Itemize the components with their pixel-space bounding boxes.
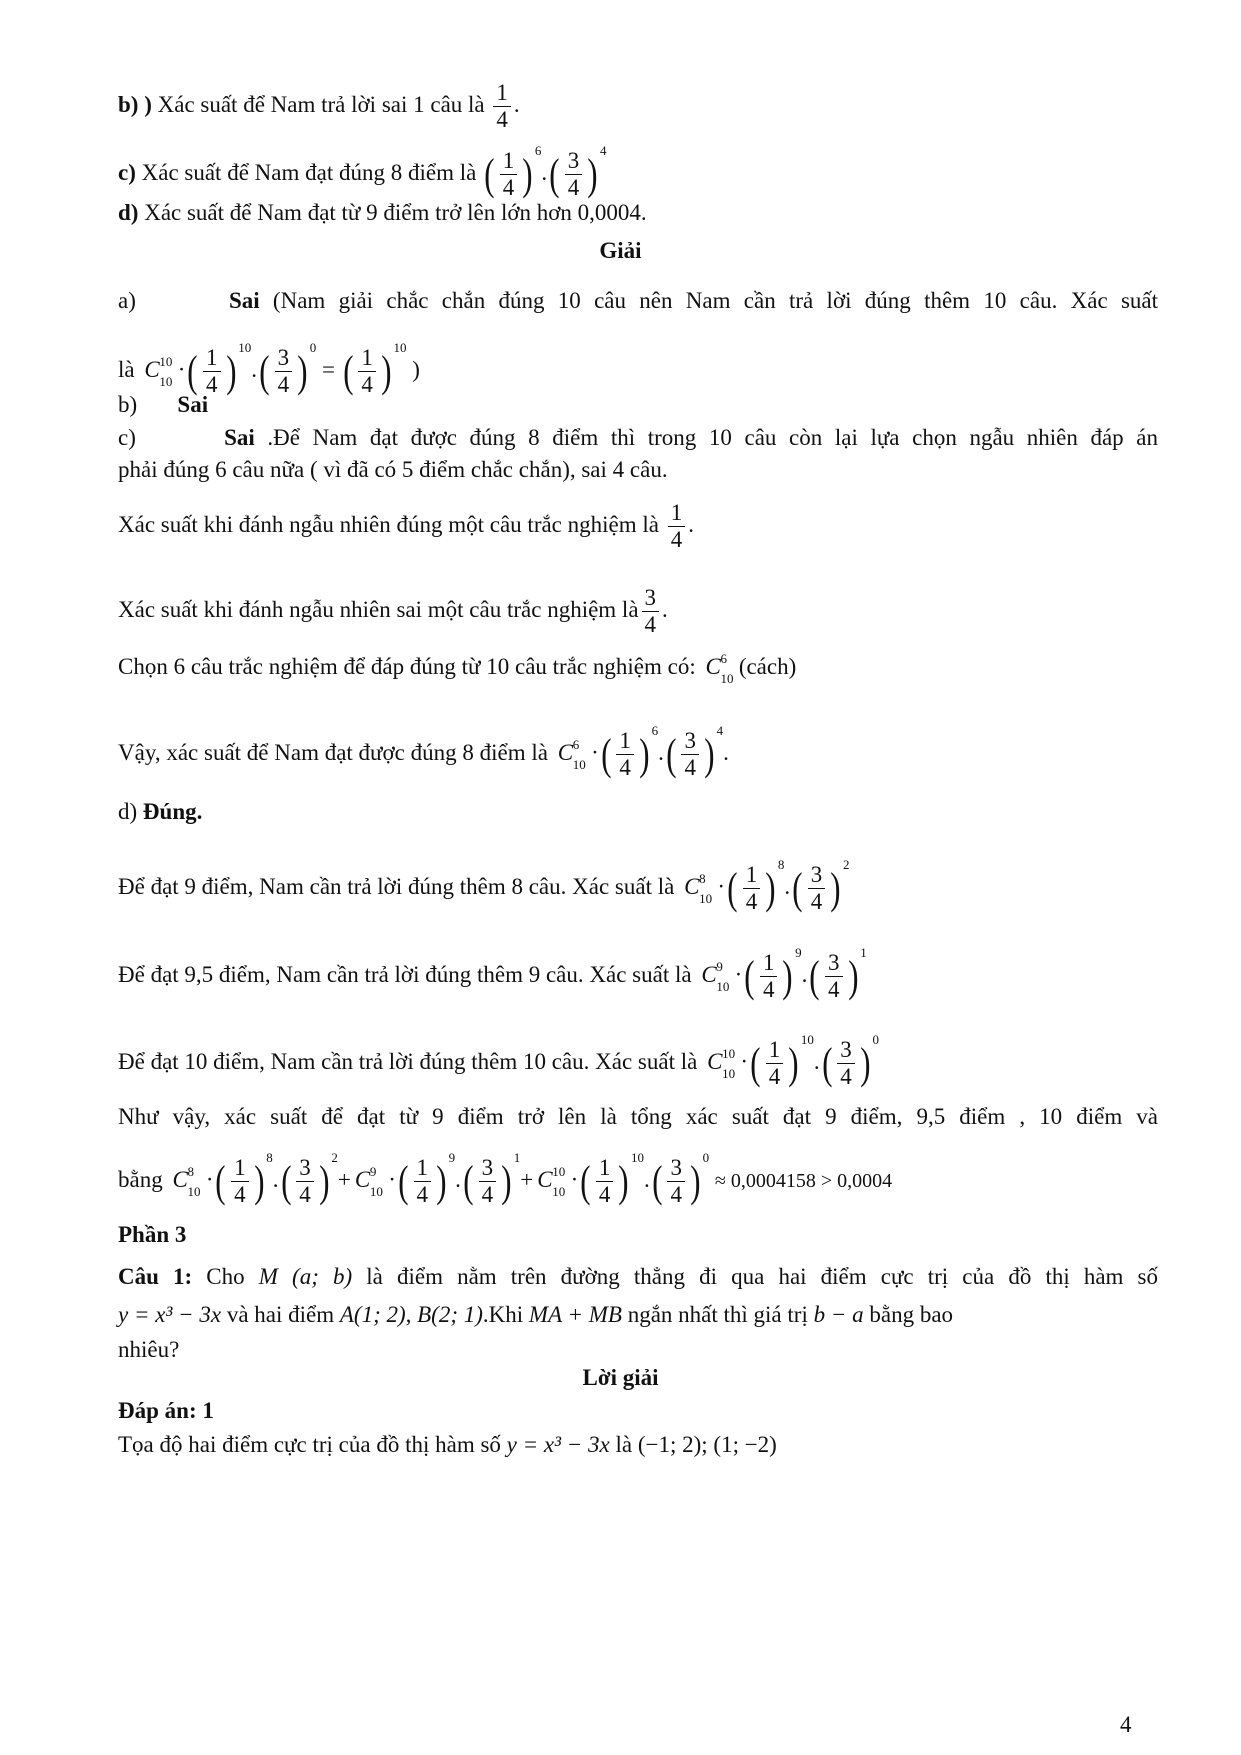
page-number: 4: [1120, 1712, 1132, 1737]
question-b: b) ) Xác suất để Nam trả lời sai 1 câu là $\frac{1}{4}$ .: [118, 80, 520, 132]
choose-line: Chọn 6 câu trắc nghiệm để đáp đúng từ 10 câu trắc nghiệm có: C 6 10 (cách): [118, 651, 797, 686]
prob-9-points: Để đạt 9 điểm, Nam cần trả lời đúng thêm 8 câu. Xác suất là C 8 10 ·( $\frac{1}{4}$ ) 8.( $\frac{3}{4}$ ) 2: [118, 857, 850, 914]
answer-c-line2: phải đúng 6 câu nữa ( vì đã có 5 điểm chắc chắn), sai 4 câu.: [118, 457, 668, 482]
sum-formula: bằng C 8 10 ·( $\frac{1}{4}$ ) 8.( $\frac{3}{4}$ ) 2+ C 9 10 ·( $\frac{1}{4}$ ) 9.( $\frac{3}{4}$ ) 1+ C 10 10 ·( $\frac{1}{4}$ ) 10.( $\frac{3}{4}$ ) 0 ≈ 0,0004158 > 0,0004: [118, 1150, 893, 1207]
solution-title: Lời giải: [582, 1365, 659, 1390]
answer-d: d) Đúng.: [118, 799, 203, 824]
answer-c: c) Sai .Để Nam đạt được đúng 8 điểm thì trong 10 câu còn lại lựa chọn ngẫu nhiên đáp án: [118, 425, 1158, 450]
question-1-line2: y = x³ − 3x và hai điểm A(1; 2), B(2; 1).Khi MA + MB ngắn nhất thì giá trị b − a bằng bao: [118, 1302, 954, 1327]
prob-10-points: Để đạt 10 điểm, Nam cần trả lời đúng thêm 10 câu. Xác suất là C 10 10 ·( $\frac{1}{4}$ ) 10.( $\frac{3}{4}$ ) 0: [118, 1032, 879, 1089]
prob-9-5-points: Để đạt 9,5 điểm, Nam cần trả lời đúng thêm 9 câu. Xác suất là C 9 10 ·( $\frac{1}{4}$ ) 9.( $\frac{3}{4}$ ) 1: [118, 945, 867, 1002]
thus-8-points: Vậy, xác suất để Nam đạt được đúng 8 điểm là C 6 10 ·( $\frac{1}{4}$ ) 6.( $\frac{3}{4}$ ) 4.: [118, 723, 729, 780]
answer-a-formula: là C 10 10 ·( $\frac{1}{4}$ ) 10.( $\frac{3}{4}$ ) 0 = ( $\frac{1}{4}$ ) 10 ): [118, 340, 420, 397]
sum-line: Như vậy, xác suất để đạt từ 9 điểm trở lên là tổng xác suất đạt 9 điểm, 9,5 điểm , 10 điểm và: [118, 1104, 1158, 1129]
question-1-line3: nhiêu?: [118, 1337, 180, 1362]
prob-right: Xác suất khi đánh ngẫu nhiên đúng một câu trắc nghiệm là $\frac{1}{4}$ .: [118, 500, 694, 552]
part-3-heading: Phần 3: [118, 1222, 187, 1247]
question-c: c) Xác suất để Nam đạt đúng 8 điểm là ( $\frac{1}{4}$ ) 6.( $\frac{3}{4}$ ) 4: [118, 143, 607, 200]
answer-key: Đáp án: 1: [118, 1398, 214, 1423]
answer-b: b) Sai: [118, 392, 209, 417]
solution-heading: Giải: [599, 238, 642, 263]
extrema-line: Tọa độ hai điểm cực trị của đồ thị hàm số y = x³ − 3x là (−1; 2); (1; −2): [118, 1432, 777, 1457]
prob-wrong: Xác suất khi đánh ngẫu nhiên sai một câu trắc nghiệm là $\frac{3}{4}$ .: [118, 585, 668, 637]
answer-a: a) Sai (Nam giải chắc chắn đúng 10 câu nên Nam cần trả lời đúng thêm 10 câu. Xác suất: [118, 288, 1158, 313]
question-d: d) Xác suất để Nam đạt từ 9 điểm trở lên lớn hơn 0,0004.: [118, 200, 647, 225]
question-1-line1: Câu 1: Cho M (a; b) là điểm nằm trên đường thẳng đi qua hai điểm cực trị của đồ thị hàm số: [118, 1264, 1159, 1289]
